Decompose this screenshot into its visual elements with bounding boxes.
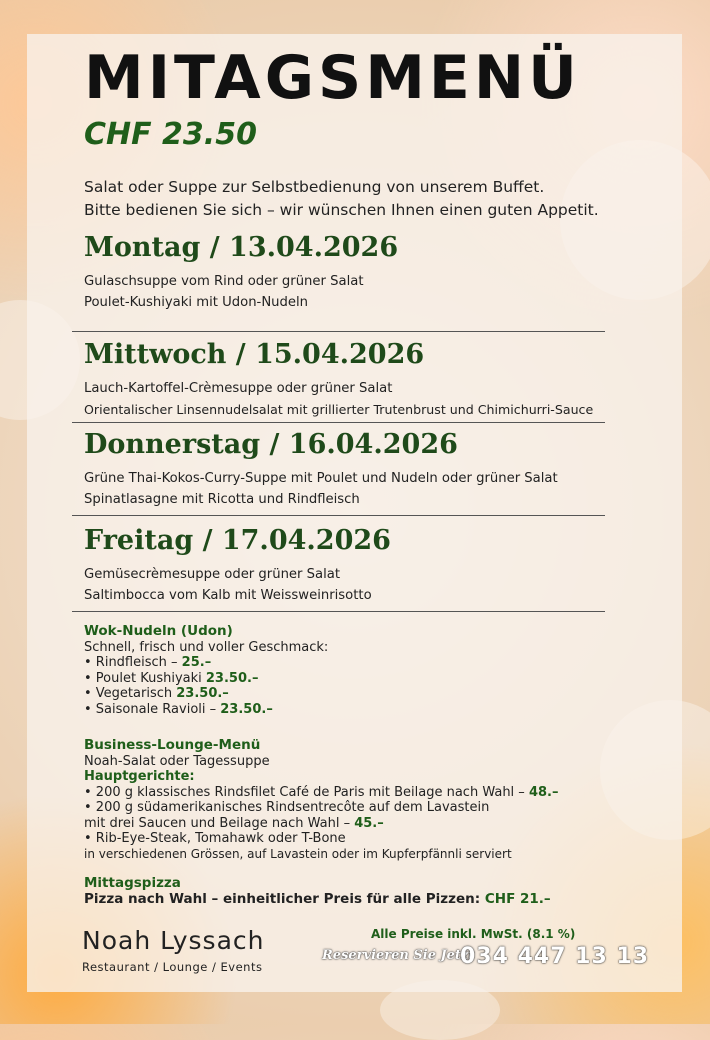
intro-line: Bitte bedienen Sie sich – wir wünschen Ihnen einen guten Appetit. [84,201,599,219]
vat-note: Alle Preise inkl. MwSt. (8.1 %) [371,927,576,941]
dish-item: Gemüsecrèmesuppe oder grüner Salat [84,567,341,582]
item-price: 25.– [181,655,212,670]
item-label: Pizza nach Wahl – einheitlicher Preis für alle Pizzen: [84,890,485,907]
item-label: • 200 g klassisches Rindsfilet Café de Paris mit Beilage nach Wahl – [84,784,529,800]
item-label: • Poulet Kushiyaki [84,670,206,686]
business-item: • 200 g südamerikanisches Rindsentrecôte auf dem Lavastein [84,800,490,815]
day-donnerstag [84,431,684,510]
day-title: Montag / 13.04.2026 [84,232,399,263]
business-item [84,785,684,801]
business-item [84,816,684,832]
wok-item [84,655,684,671]
item-label: • Saisonale Ravioli – [84,701,221,717]
day-mittwoch [84,341,684,420]
section-heading: Mittagspizza [84,875,181,891]
section-heading: Business-Lounge-Menü [84,737,261,753]
pizza-line [84,892,684,908]
day-freitag [84,527,684,606]
logo-subtitle: Restaurant / Lounge / Events [82,960,263,974]
item-price: 23.50.– [205,670,259,686]
divider [72,422,605,423]
dish-item: Spinatlasagne mit Ricotta und Rindfleisch [84,492,360,507]
item-label: • Vegetarisch [84,686,177,701]
menu-price: CHF 23.50 [84,117,257,152]
item-price: 48.– [528,784,559,800]
item-price: 23.50.– [220,701,273,717]
business-item: • Rib-Eye-Steak, Tomahawk oder T-Bone [84,831,346,846]
dish-item: Lauch-Kartoffel-Crèmesuppe oder grüner Salat [84,381,393,396]
item-price: 23.50.– [176,686,229,701]
dish-item: Orientalischer Linsennudelsalat mit grillierter Trutenbrust und Chimichurri-Sauce [84,402,594,417]
item-price: CHF 21.– [484,890,551,907]
section-heading: Wok-Nudeln (Udon) [84,623,233,639]
wok-item [84,686,684,702]
day-title: Donnerstag / 16.04.2026 [84,429,458,460]
divider [72,515,605,516]
section-subtitle: Schnell, frisch und voller Geschmack: [84,639,329,655]
restaurant-logo: Noah Lyssach [82,926,265,955]
mains-heading: Hauptgerichte: [84,769,195,784]
day-title: Mittwoch / 15.04.2026 [84,339,425,370]
intro-line: Salat oder Suppe zur Selbstbedienung von unserem Buffet. [84,178,545,196]
dish-item: Gulaschsuppe vom Rind oder grüner Salat [84,274,364,289]
dish-item: Poulet-Kushiyaki mit Udon-Nudeln [84,295,309,310]
starter-text: Noah-Salat oder Tagessuppe [84,753,270,769]
item-label: • Rindfleisch – [84,655,182,670]
item-label: mit drei Saucen und Beilage nach Wahl – [84,815,355,831]
business-section [84,738,684,862]
day-montag [84,234,684,313]
day-title: Freitag / 17.04.2026 [84,525,391,556]
business-item-note: in verschiedenen Grössen, auf Lavastein oder im Kupferpfännli serviert [84,846,512,861]
wok-section [84,624,684,717]
phone-number[interactable]: 034 447 13 13 [460,944,650,969]
reserve-text: Reservieren Sie Jetzt [322,948,475,963]
page-title: MITAGSMENÜ [84,43,581,113]
divider [72,611,605,612]
pizza-section [84,876,684,907]
wok-item [84,702,684,718]
divider [72,331,605,332]
wok-item [84,671,684,687]
intro-text [84,176,684,222]
dish-item: Saltimbocca vom Kalb mit Weissweinrisotto [84,588,372,603]
item-price: 45.– [354,815,384,831]
dish-item: Grüne Thai-Kokos-Curry-Suppe mit Poulet und Nudeln oder grüner Salat [84,471,558,486]
